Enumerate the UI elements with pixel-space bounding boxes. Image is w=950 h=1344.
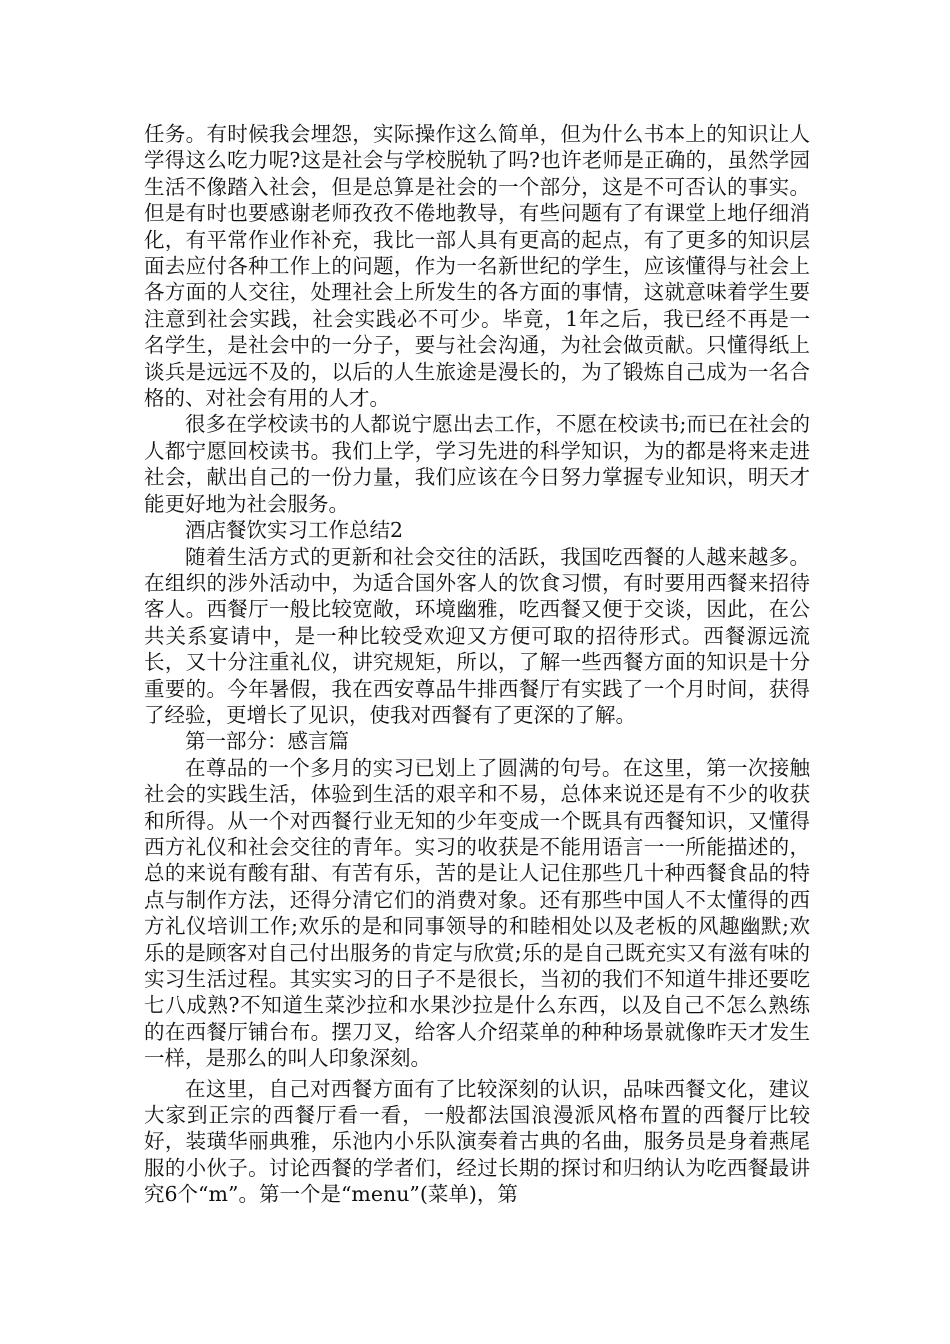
subsection-title: 第一部分：感言篇: [185, 729, 349, 754]
section-title: 酒店餐饮实习工作总结2: [185, 518, 404, 543]
paragraph-5: 在这里，自己对西餐方面有了比较深刻的认识，品味西餐文化，建议大家到正宗的西餐厅看一看，一般都法国浪漫派风格布置的西餐厅比较好，装璜华丽典雅，乐池内小乐队演奏着古典的名曲，服务员是身着燕尾服的小伙子。讨论西餐的学者们，经过长期的探讨和归纳认为吃西餐最讲究6个“m”。第一个是“menu”(菜单)，第: [144, 1076, 810, 1207]
paragraph-2: 很多在学校读书的人都说宁愿出去工作，不愿在校读书;而已在社会的人都宁愿回校读书。我们上学，学习先进的科学知识，为的都是将来走进社会，献出自己的一份力量，我们应该在今日努力掌握专业知识，明天才能更好地为社会服务。: [144, 412, 810, 516]
paragraph-1: 任务。有时候我会埋怨，实际操作这么简单，但为什么书本上的知识让人学得这么吃力呢?这是社会与学校脱轨了吗?也许老师是正确的，虽然学园生活不像踏入社会，但是总算是社会的一个部分，这是不可否认的事实。但是有时也要感谢老师孜孜不倦地教导，有些问题有了有课堂上地仔细消化，有平常作业作补充，我比一部人具有更高的起点，有了更多的知识层面去应付各种工作上的问题，作为一名新世纪的学生，应该懂得与社会上各方面的人交往，处理社会上所发生的各方面的事情，这就意味着学生要注意到社会实践，社会实践必不可少。毕竟，1年之后，我已经不再是一名学生，是社会中的一分子，要与社会沟通，为社会做贡献。只懂得纸上谈兵是远远不及的，以后的人生旅途是漫长的，为了锻炼自己成为一名合格的、对社会有用的人才。: [144, 122, 810, 411]
paragraph-3: 随着生活方式的更新和社会交往的活跃，我国吃西餐的人越来越多。在组织的涉外活动中，为适合国外客人的饮食习惯，有时要用西餐来招待客人。西餐厅一般比较宽敞，环境幽雅，吃西餐又便于交谈，因此，在公共关系宴请中，是一种比较受欢迎又方便可取的招待形式。西餐源远流长，又十分注重礼仪，讲究规矩，所以，了解一些西餐方面的知识是十分重要的。今年暑假，我在西安尊品牛排西餐厅有实践了一个月时间，获得了经验，更增长了见识，使我对西餐有了更深的了解。: [144, 544, 810, 727]
paragraph-4: 在尊品的一个多月的实习已划上了圆满的句号。在这里，第一次接触社会的实践生活，体验到生活的艰辛和不易，总体来说还是有不少的收获和所得。从一个对西餐行业无知的少年变成一个既具有西餐知识，又懂得西方礼仪和社会交往的青年。实习的收获是不能用语言一一所能描述的，总的来说有酸有甜、有苦有乐，苦的是让人记住那些几十种西餐食品的特点与制作方法，还得分清它们的消费对象。还有那些中国人不太懂得的西方礼仪培训工作;欢乐的是和同事领导的和睦相处以及老板的风趣幽默;欢乐的是顾客对自己付出服务的肯定与欣赏;乐的是自己既充实又有滋有味的实习生活过程。其实实习的日子不是很长，当初的我们不知道牛排还要吃七八成熟?不知道生菜沙拉和水果沙拉是什么东西，以及自己不怎么熟练的在西餐厅铺台布。摆刀叉，给客人介绍菜单的种种场景就像昨天才发生一样，是那么的叫人印象深刻。: [144, 755, 810, 1071]
document-body: [144, 121, 810, 1208]
